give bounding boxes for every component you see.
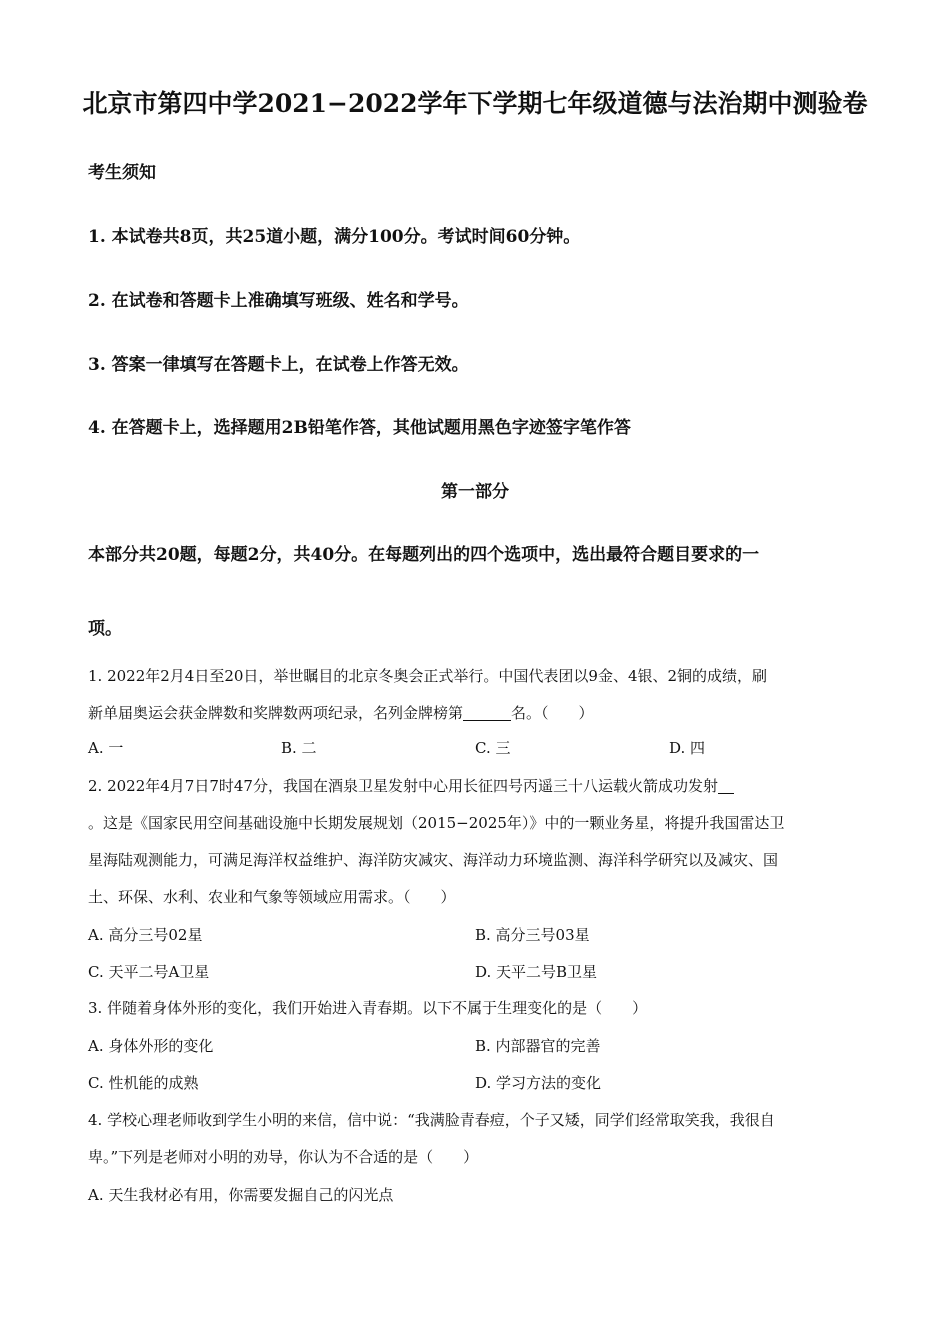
question-3: [88, 990, 863, 1027]
question-text-line: 4. 学校心理老师收到学生小明的来信，信中说：“我满脸青春痘，个子又矮，同学们经常取笑我，我很自: [88, 1111, 775, 1129]
option-c: C. 天平二号A卫星: [88, 963, 210, 981]
question-2: [88, 768, 863, 916]
notice-heading: 考生须知: [88, 163, 156, 183]
option-a: A. 高分三号02星: [88, 926, 203, 944]
question-text-line: [88, 695, 863, 732]
option-a: A. 天生我材必有用，你需要发掘自己的闪光点: [88, 1186, 394, 1204]
option-a: A. 一: [88, 739, 124, 757]
question-text-line: 卑。”下列是老师对小明的劝导，你认为不合适的是（ ）: [88, 1148, 479, 1166]
option-b: B. 内部器官的完善: [475, 1037, 601, 1055]
question-text-line: [88, 768, 863, 805]
question-text-line: 星海陆观测能力，可满足海洋权益维护、海洋防灾减灾、海洋动力环境监测、海洋科学研究以及减灾、国: [88, 851, 779, 869]
answer-blank: [463, 705, 511, 721]
question-4: [88, 1102, 863, 1176]
option-d: D. 天平二号B卫星: [475, 963, 598, 981]
option-b: B. 二: [281, 739, 317, 757]
exam-title: 北京市第四中学2021−2022学年下学期七年级道德与法治期中测验卷: [82, 89, 868, 118]
question-text-line: 3. 伴随着身体外形的变化，我们开始进入青春期。以下不属于生理变化的是（ ）: [88, 999, 648, 1017]
option-d: D. 学习方法的变化: [475, 1074, 602, 1092]
part-title: 第一部分: [441, 482, 509, 502]
option-d: D. 四: [669, 739, 706, 757]
option-c: C. 三: [475, 739, 511, 757]
notice-item: 4. 在答题卡上，选择题用2B铅笔作答，其他试题用黑色字迹签字笔作答: [88, 418, 631, 438]
question-text-line: 。这是《国家民用空间基础设施中长期发展规划（2015−2025年）》中的一颗业务星，将提升我国雷达卫: [88, 814, 785, 832]
question-text: 2. 2022年4月7日7时47分，我国在酒泉卫星发射中心用长征四号丙遥三十八运载火箭成功发射: [88, 777, 718, 795]
question-1: [88, 658, 863, 732]
notice-item: 1. 本试卷共8页，共25道小题，满分100分。考试时间60分钟。: [88, 227, 581, 247]
option-c: C. 性机能的成熟: [88, 1074, 199, 1092]
part-intro-line: 本部分共20题，每题2分，共40分。在每题列出的四个选项中，选出最符合题目要求的一: [88, 545, 760, 565]
question-text: 名。（ ）: [511, 704, 594, 722]
question-text: 新单届奥运会获金牌数和奖牌数两项纪录，名列金牌榜第: [88, 704, 464, 722]
option-a: A. 身体外形的变化: [88, 1037, 214, 1055]
option-b: B. 高分三号03星: [475, 926, 590, 944]
question-text-line: 土、环保、水利、农业和气象等领域应用需求。（ ）: [88, 888, 456, 906]
part-intro-line: 项。: [88, 619, 122, 639]
notice-item: 2. 在试卷和答题卡上准确填写班级、姓名和学号。: [88, 291, 469, 311]
notice-item: 3. 答案一律填写在答题卡上，在试卷上作答无效。: [88, 355, 469, 375]
question-text-line: 1. 2022年2月4日至20日，举世瞩目的北京冬奥会正式举行。中国代表团以9金、4银、2铜的成绩，刷: [88, 667, 768, 685]
answer-blank: [718, 778, 734, 794]
